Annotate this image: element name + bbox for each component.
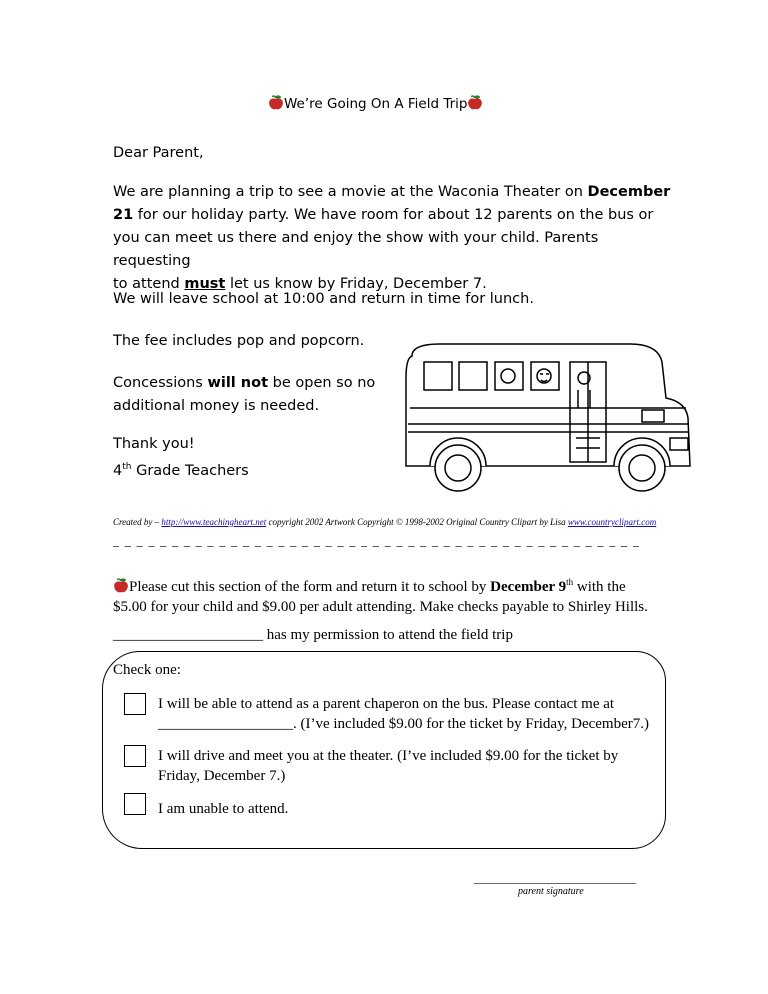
signature-label: parent signature (518, 886, 584, 897)
school-bus-illustration (400, 338, 695, 506)
apple-icon (268, 94, 284, 111)
child-name-blank[interactable]: ____________________ (113, 627, 263, 643)
form-instructions: Please cut this section of the form and return it to school by December 9th with the $5.00 for your child and $9.00 per adult attending. Make checks payable to Shirley Hills. (113, 577, 648, 615)
title-text: We’re Going On A Field Trip (284, 96, 468, 112)
check-one-label: Check one: (113, 662, 181, 678)
paragraph-concessions: Concessions will not be open so no additional money is needed. (113, 375, 376, 414)
apple-icon (467, 94, 483, 111)
paragraph-trip: We are planning a trip to see a movie at the Waconia Theater on December 21 for our holiday party. We have room for about 12 parents on the bus or you can meet us there and enjoy the show with your child. Parents requesting to attend must let us know by Friday, December 7. (113, 184, 671, 292)
paragraph-schedule: We will leave school at 10:00 and return in time for lunch. (113, 291, 534, 307)
option-drive-checkbox[interactable] (124, 745, 146, 767)
signature-line[interactable]: ___________________________ (474, 871, 636, 885)
closing: Thank you! 4th Grade Teachers (113, 436, 249, 479)
option-unable-text: I am unable to attend. (158, 801, 289, 817)
cut-line: _ _ _ _ _ _ _ _ _ _ _ _ _ _ _ _ _ _ _ _ _ _ _ _ _ _ _ _ _ _ _ _ _ _ _ _ _ _ _ _ _ _ _ _ _ (113, 533, 640, 547)
permission-line: ____________________ has my permission to attend the field trip (113, 627, 513, 643)
option-drive-text: I will drive and meet you at the theater. (I’ve included $9.00 for the ticket by Friday, December 7.) (158, 748, 619, 784)
must-emphasis: must (184, 276, 226, 292)
countryclipart-link[interactable]: www.countryclipart.com (567, 517, 657, 527)
apple-icon (113, 577, 129, 594)
option-chaperon-checkbox[interactable] (124, 693, 146, 715)
greeting: Dear Parent, (113, 145, 204, 161)
credit-line: Created by – http://www.teachingheart.net copyright 2002 Artwork Copyright © 1998-2002 Original Country Clipart by Lisa www.countryclipart.com (113, 517, 657, 527)
option-unable-checkbox[interactable] (124, 793, 146, 815)
option-chaperon-text: I will be able to attend as a parent chaperon on the bus. Please contact me at __________________. (I’ve included $9.00 for the ticket by Friday, December7.) (158, 696, 649, 732)
teachingheart-link[interactable]: http://www.teachingheart.net (161, 517, 267, 527)
paragraph-fee: The fee includes pop and popcorn. (113, 333, 365, 349)
page-title (268, 94, 483, 114)
